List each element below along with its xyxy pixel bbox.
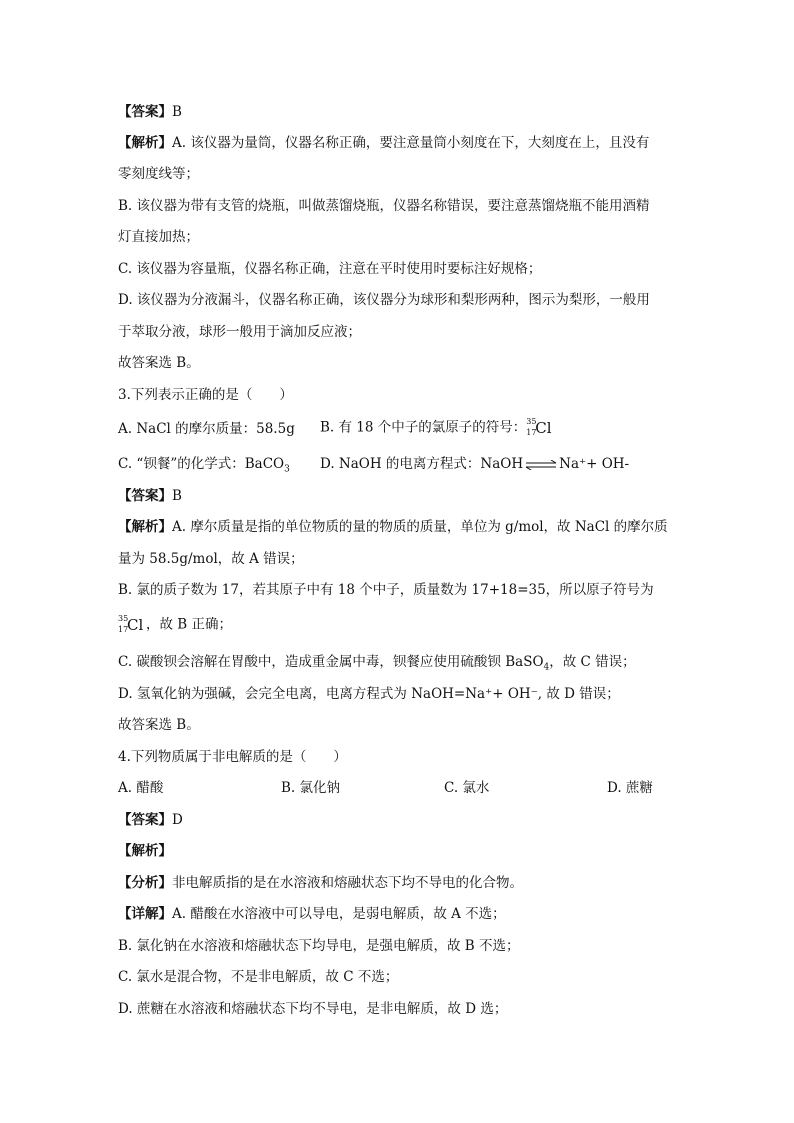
analysis-text: A. 该仪器为量筒，仪器名称正确，要注意量筒小刻度在下，大刻度在上，且没有 bbox=[172, 135, 650, 151]
q4-answer bbox=[118, 810, 183, 830]
fenxi-tag: 【分析】 bbox=[118, 875, 172, 891]
answer-value: B bbox=[172, 488, 182, 504]
answer-tag: 【答案】 bbox=[118, 104, 172, 120]
fenxi-text: 非电解质指的是在水溶液和熔融状态下均不导电的化合物。 bbox=[172, 875, 523, 891]
answer-tag: 【答案】 bbox=[118, 488, 172, 504]
q4-analysis-heading bbox=[118, 841, 172, 861]
q3-analysis-line-6: D. 氢氧化钠为强碱，会完全电离，电离方程式为 NaOH=Na⁺+ OH⁻, 故 D 错误； bbox=[118, 686, 620, 702]
q2-analysis-line-7: 于萃取分液，球形一般用于滴加反应液； bbox=[118, 324, 361, 340]
atomic-number: 17 bbox=[526, 428, 537, 437]
q4-detail-line-c: C. 氯水是混合物，不是非电解质，故 C 不选； bbox=[118, 969, 399, 985]
q4-detail-line-b: B. 氯化钠在水溶液和熔融状态下均导电，是强电解质，故 B 不选； bbox=[118, 938, 520, 954]
analysis-tag: 【解析】 bbox=[118, 135, 172, 151]
q3-option-a: A. NaCl 的摩尔质量：58.5g bbox=[118, 421, 295, 437]
analysis-text: ，故 B 正确； bbox=[146, 616, 233, 633]
answer-value: B bbox=[172, 104, 182, 120]
q2-analysis-line-6: D. 该仪器为分液漏斗，仪器名称正确，该仪器分为球形和梨形两种，图示为梨形，一般用 bbox=[118, 292, 650, 308]
q4-fenxi bbox=[118, 873, 523, 893]
q2-answer bbox=[118, 102, 182, 122]
equilibrium-arrow-icon bbox=[525, 460, 557, 470]
xiangjie-text: A. 醋酸在水溶液中可以导电，是弱电解质，故 A 不选； bbox=[172, 906, 506, 922]
element-symbol: Cl bbox=[127, 616, 144, 634]
atomic-number: 17 bbox=[118, 625, 129, 634]
option-c-text: C. “钡餐”的化学式：BaCO bbox=[118, 456, 285, 472]
q2-conclusion: 故答案选 B。 bbox=[118, 355, 200, 371]
q2-analysis-line-3: B. 该仪器为带有支管的烧瓶，叫做蒸馏烧瓶，仪器名称错误，要注意蒸馏烧瓶不能用酒精 bbox=[118, 198, 650, 214]
q3-analysis-line-3: B. 氯的质子数为 17，若其原子中有 18 个中子，质量数为 17+18=35，所以原子符号为 bbox=[118, 582, 654, 598]
analysis-tag: 【解析】 bbox=[118, 519, 172, 535]
q4-detail-line-d: D. 蔗糖在水溶液和熔融状态下均不导电，是非电解质，故 D 选； bbox=[118, 1001, 508, 1017]
q4-option-a: A. 醋酸 bbox=[118, 780, 164, 796]
mass-number: 35 bbox=[526, 417, 537, 426]
subscript: 3 bbox=[284, 464, 290, 475]
chlorine-isotope-symbol bbox=[118, 614, 146, 636]
element-symbol: Cl bbox=[535, 419, 552, 437]
q3-option-b bbox=[320, 417, 554, 439]
option-d-products: Na⁺+ OH- bbox=[559, 456, 630, 472]
q3-analysis-line-2: 量为 58.5g/mol，故 A 错误； bbox=[118, 551, 304, 567]
xiangjie-tag: 【详解】 bbox=[118, 906, 172, 922]
q4-option-b: B. 氯化钠 bbox=[281, 780, 341, 796]
q4-option-c: C. 氯水 bbox=[444, 780, 490, 796]
q2-analysis-line-2: 零刻度线等； bbox=[118, 166, 199, 182]
q4-xiangjie bbox=[118, 904, 506, 924]
q3-analysis-line-4 bbox=[118, 614, 232, 636]
q4-option-d: D. 蔗糖 bbox=[607, 780, 653, 796]
mass-number: 35 bbox=[118, 614, 129, 623]
q3-option-d bbox=[320, 454, 629, 474]
analysis-text-end: ，故 C 错误； bbox=[549, 654, 636, 670]
analysis-tag: 【解析】 bbox=[118, 843, 172, 859]
q3-analysis-line-1 bbox=[118, 517, 668, 537]
answer-tag: 【答案】 bbox=[118, 812, 172, 828]
q3-conclusion: 故答案选 B。 bbox=[118, 717, 200, 733]
chlorine-isotope-symbol bbox=[526, 417, 554, 439]
q3-analysis-line-5 bbox=[118, 652, 636, 678]
q3-stem: 3.下列表示正确的是（ ） bbox=[118, 387, 293, 403]
answer-value: D bbox=[172, 812, 183, 828]
subscript: 4 bbox=[543, 662, 550, 673]
option-b-text: B. 有 18 个中子的氯原子的符号： bbox=[320, 419, 527, 436]
analysis-text: C. 碳酸钡会溶解在胃酸中，造成重金属中毒，钡餐应使用硫酸钡 BaSO bbox=[118, 654, 544, 670]
option-d-text: D. NaOH 的电离方程式：NaOH bbox=[320, 456, 524, 472]
q3-answer bbox=[118, 486, 182, 506]
q2-analysis-line-5: C. 该仪器为容量瓶，仪器名称正确，注意在平时使用时要标注好规格； bbox=[118, 261, 542, 277]
q2-analysis-line-1 bbox=[118, 133, 649, 153]
q4-stem: 4.下列物质属于非电解质的是（ ） bbox=[118, 749, 347, 765]
q3-option-c bbox=[118, 454, 290, 480]
analysis-text: A. 摩尔质量是指的单位物质的量的物质的质量，单位为 g/mol，故 NaCl 的摩尔质 bbox=[172, 519, 668, 535]
q2-analysis-line-4: 灯直接加热； bbox=[118, 229, 199, 245]
